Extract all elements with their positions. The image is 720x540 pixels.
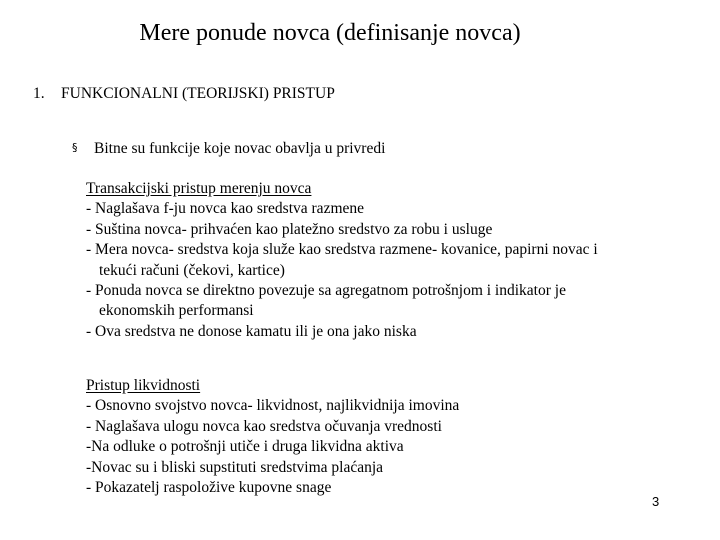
section-liquidity-approach xyxy=(86,376,459,498)
bullet-item xyxy=(72,138,385,159)
list-item: -Na odluke o potrošnji utiče i druga likvidna aktiva xyxy=(86,438,404,456)
list-item: - Naglašava ulogu novca kao sredstva očuvanja vrednosti xyxy=(86,417,442,435)
item-text: FUNKCIONALNI (TEORIJSKI) PRISTUP xyxy=(61,85,335,102)
list-item-continuation: tekući računi (čekovi, kartice) xyxy=(99,261,285,279)
list-item: -Novac su i bliski supstituti sredstvima plaćanja xyxy=(86,458,384,476)
section-mark-icon: § xyxy=(72,141,78,154)
section-heading: Transakcijski pristup merenju novca xyxy=(86,180,312,197)
page-number: 3 xyxy=(652,494,660,509)
numbered-item xyxy=(33,84,335,104)
list-item: - Pokazatelj raspoložive kupovne snage xyxy=(86,479,332,497)
list-item: - Osnovno svojstvo novca- likvidnost, najlikvidnija imovina xyxy=(86,397,460,415)
list-item: - Suština novca- prihvaćen kao platežno sredstvo za robu i usluge xyxy=(86,220,493,238)
list-item: - Ponuda novca se direktno povezuje sa agregatnom potrošnjom i indikator je xyxy=(86,282,566,300)
list-item-continuation: ekonomskih performansi xyxy=(99,302,254,320)
slide-title: Mere ponude novca (definisanje novca) xyxy=(139,20,521,46)
item-number: 1. xyxy=(33,85,45,102)
section-heading: Pristup likvidnosti xyxy=(86,377,201,394)
section-transaction-approach xyxy=(86,179,598,342)
list-item: - Ova sredstva ne donose kamatu ili je ona jako niska xyxy=(86,322,417,340)
list-item: - Naglašava f-ju novca kao sredstva razmene xyxy=(86,200,365,218)
list-item: - Mera novca- sredstva koja služe kao sredstva razmene- kovanice, papirni novac i xyxy=(86,241,598,259)
bullet-text: Bitne su funkcije koje novac obavlja u privredi xyxy=(94,140,386,157)
